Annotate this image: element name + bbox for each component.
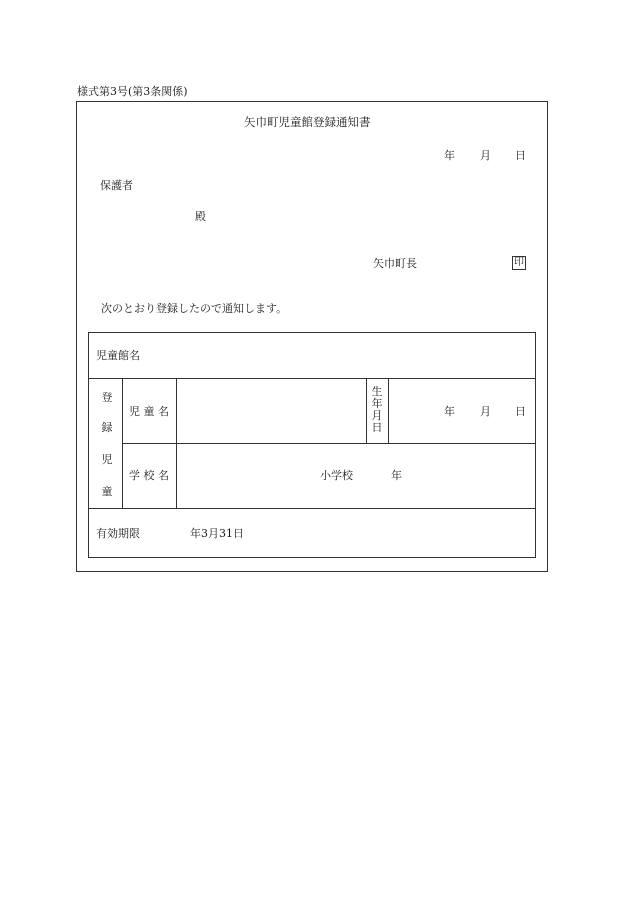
birth-month-label: 月 (480, 405, 491, 418)
table-border-top (88, 332, 536, 333)
date-year-label: 年 (444, 149, 455, 162)
col-divider-birth-label-right (388, 378, 389, 444)
school-suffix: 小学校 (320, 469, 353, 482)
child-name-label: 児 童 名 (129, 405, 169, 418)
facility-name-label: 児童館名 (96, 349, 140, 362)
birth-date-char-4: 日 (371, 421, 383, 434)
registered-child-char-1: 登 (101, 391, 113, 404)
birth-date-char-1: 生 (371, 385, 383, 398)
school-label: 学 校 名 (129, 469, 169, 482)
registered-child-char-4: 童 (101, 485, 113, 498)
table-border-left (88, 332, 89, 558)
birth-year-label: 年 (444, 405, 455, 418)
col-divider-birth-label-left (366, 378, 367, 444)
registered-child-char-3: 児 (101, 453, 113, 466)
row-divider-1 (88, 378, 536, 379)
validity-label: 有効期限 (96, 527, 140, 540)
seal-mark: 印 (514, 257, 524, 268)
document-title: 矢巾町児童館登録通知書 (244, 115, 371, 129)
honorific-label: 殿 (195, 210, 206, 223)
table-border-bottom (88, 557, 536, 558)
birth-date-char-3: 月 (371, 409, 383, 422)
validity-value: 年3月31日 (190, 527, 244, 540)
guardian-label: 保護者 (100, 179, 133, 192)
birth-day-label: 日 (515, 405, 526, 418)
birth-date-char-2: 年 (371, 397, 383, 410)
row-divider-3 (88, 508, 536, 509)
col-divider-registered (122, 378, 123, 509)
registered-child-char-2: 録 (101, 421, 113, 434)
issuer-label: 矢巾町長 (373, 257, 417, 270)
col-divider-labels (176, 378, 177, 509)
form-frame (76, 101, 548, 572)
table-border-right (535, 332, 536, 558)
grade-suffix: 年 (391, 469, 402, 482)
row-divider-2 (122, 443, 536, 444)
notice-text: 次のとおり登録したので通知します。 (101, 302, 288, 315)
date-day-label: 日 (515, 149, 526, 162)
date-month-label: 月 (480, 149, 491, 162)
form-number: 様式第3号(第3条関係) (77, 85, 188, 98)
